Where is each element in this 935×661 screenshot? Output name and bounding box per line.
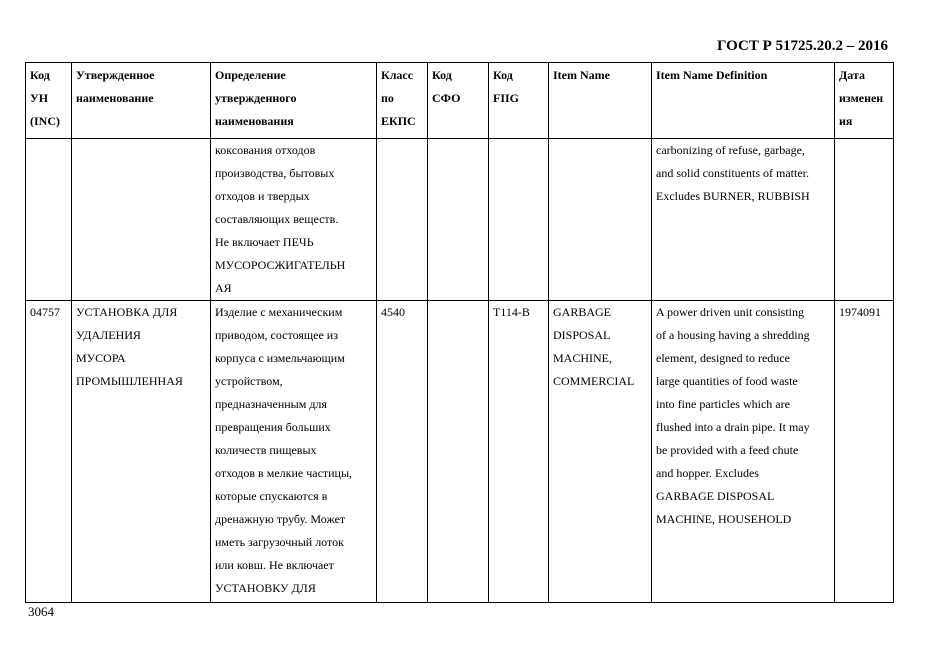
header-row	[26, 63, 894, 139]
page-number: 3064	[28, 604, 54, 619]
cell-inc: 04757	[26, 301, 72, 603]
col-header-ekps-class: Класс по ЕКПС	[377, 63, 428, 139]
cell-item-name: GARBAGE DISPOSAL MACHINE, COMMERCIAL	[549, 301, 652, 603]
cell-sfo-code	[428, 139, 489, 301]
table-row	[26, 139, 894, 301]
cell-definition: коксования отходов производства, бытовых отходов и твердых составляющих веществ. Не включает ПЕЧЬ МУСОРОСЖИГАТЕЛЬН АЯ	[211, 139, 377, 301]
catalog-table	[25, 62, 894, 603]
col-header-item-name: Item Name	[549, 63, 652, 139]
cell-change-date	[835, 139, 894, 301]
col-header-item-name-definition: Item Name Definition	[652, 63, 835, 139]
cell-approved-name	[72, 139, 211, 301]
cell-fiig-code: T114-B	[489, 301, 549, 603]
col-header-fiig-code: Код FIIG	[489, 63, 549, 139]
cell-change-date: 1974091	[835, 301, 894, 603]
cell-ekps-class: 4540	[377, 301, 428, 603]
cell-item-name-definition: carbonizing of refuse, garbage, and solid constituents of matter. Excludes BURNER, RUBBISH	[652, 139, 835, 301]
col-header-inc: Код УН (INC)	[26, 63, 72, 139]
col-header-change-date: Дата изменен ия	[835, 63, 894, 139]
cell-ekps-class	[377, 139, 428, 301]
cell-inc	[26, 139, 72, 301]
table-header	[26, 63, 894, 139]
table-row	[26, 301, 894, 603]
cell-item-name	[549, 139, 652, 301]
cell-definition: Изделие с механическим приводом, состоящее из корпуса с измельчающим устройством, предназначенным для превращения больших количеств пищевых отходов в мелкие частицы, которые спускаются в дренажную трубу. Может иметь загрузочный лоток или ковш. Не включает УСТАНОВКУ ДЛЯ	[211, 301, 377, 603]
cell-item-name-definition: A power driven unit consisting of a housing having a shredding element, designed to reduce large quantities of food waste into fine particles which are flushed into a drain pipe. It may be provided with a feed chute and hopper. Excludes GARBAGE DISPOSAL MACHINE, HOUSEHOLD	[652, 301, 835, 603]
col-header-definition: Определение утвержденного наименования	[211, 63, 377, 139]
cell-fiig-code	[489, 139, 549, 301]
col-header-approved-name: Утвержденное наименование	[72, 63, 211, 139]
document-standard-header: ГОСТ Р 51725.20.2 – 2016	[716, 38, 888, 54]
cell-approved-name: УСТАНОВКА ДЛЯ УДАЛЕНИЯ МУСОРА ПРОМЫШЛЕННАЯ	[72, 301, 211, 603]
col-header-sfo-code: Код СФО	[428, 63, 489, 139]
cell-sfo-code	[428, 301, 489, 603]
